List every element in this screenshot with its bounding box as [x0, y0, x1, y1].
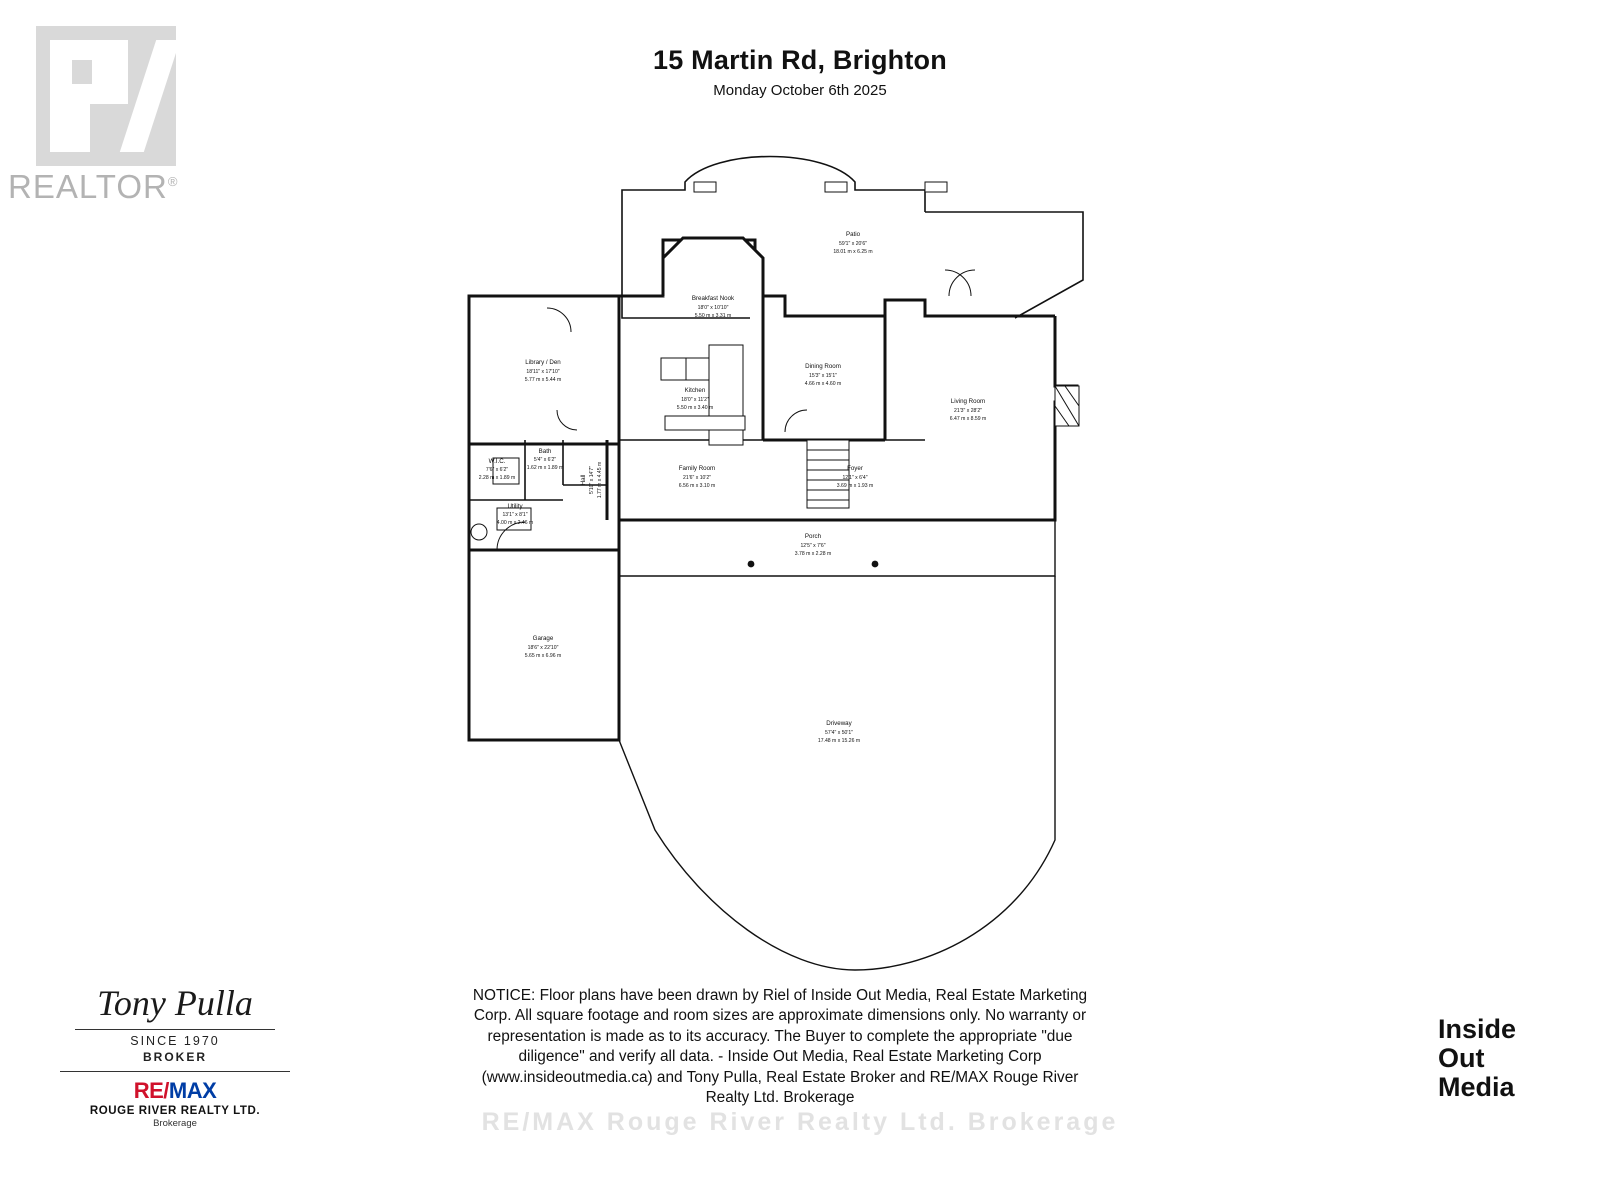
room-dim-m-hall: 1.77 m x 4.45 m	[597, 461, 603, 499]
realtor-trademark: ®	[167, 174, 179, 189]
disclaimer-notice: NOTICE: Floor plans have been drawn by Riel of Inside Out Media, Real Estate Marketing Corp. All square footage and room sizes are approximate dimensions only. No warranty or representation is made as to its accuracy. The Buyer to complete the appropriate "due diligence" and verify all data. - Inside Out Media, Real Estate Marketing Corp (www.insideoutmedia.ca) and Tony Pulla, Real Estate Broker and RE/MAX Rouge River Realty Ltd. Brokerage	[472, 987, 1088, 1107]
room-label-wic: W.I.C.	[488, 458, 506, 465]
room-label-living-room: Living Room	[950, 398, 986, 405]
room-dim-m-patio: 18.01 m x 6.25 m	[833, 249, 873, 255]
room-label-library-den: Library / Den	[525, 359, 561, 366]
room-dim-ft-library-den: 18'11" x 17'10"	[526, 369, 560, 375]
room-label-breakfast-nook: Breakfast Nook	[691, 295, 735, 302]
agent-name: Tony Pulla	[97, 983, 253, 1023]
room-dim-m-foyer: 3.69 m x 1.93 m	[836, 483, 874, 489]
room-dim-ft-family-room: 21'6" x 10'2"	[683, 475, 711, 481]
floor-plan-drawing	[455, 140, 1115, 1000]
room-dim-ft-breakfast-nook: 18'0" x 10'10"	[697, 305, 729, 311]
room-label-garage: Garage	[532, 635, 554, 642]
room-dim-m-driveway: 17.48 m x 15.26 m	[817, 738, 861, 744]
inside-out-media-logo	[1438, 1015, 1516, 1102]
room-label-dining-room: Dining Room	[805, 363, 841, 370]
company-line-2: Out	[1437, 1043, 1485, 1074]
room-label-porch: Porch	[804, 533, 822, 540]
room-dim-ft-wic: 7'6" x 6'2"	[485, 467, 509, 473]
company-line-1: Inside	[1437, 1014, 1516, 1044]
room-dim-ft-porch: 12'5" x 7'6"	[800, 543, 826, 549]
room-label-driveway: Driveway	[826, 720, 852, 727]
room-dim-m-family-room: 6.56 m x 3.10 m	[678, 483, 716, 489]
room-dim-ft-driveway: 57'4" x 50'1"	[825, 730, 853, 736]
room-label-kitchen: Kitchen	[684, 387, 706, 394]
agent-since: SINCE 1970	[130, 1034, 220, 1048]
room-dim-m-breakfast-nook: 5.50 m x 3.31 m	[694, 313, 732, 319]
room-label-foyer: Foyer	[847, 465, 863, 472]
realtor-logo	[8, 26, 208, 211]
room-dim-ft-bath: 5'4" x 6'2"	[533, 457, 557, 463]
room-label-hall: Hall	[580, 474, 587, 486]
room-dim-ft-kitchen: 18'0" x 11'2"	[681, 397, 709, 403]
room-label-bath: Bath	[538, 448, 552, 455]
divider-bottom	[60, 1071, 290, 1072]
plan-date: Monday October 6th 2025	[713, 81, 887, 99]
room-dim-m-library-den: 5.77 m x 5.44 m	[524, 377, 562, 383]
room-dim-ft-foyer: 12'1" x 6'4"	[842, 475, 868, 481]
room-dim-ft-dining-room: 15'3" x 15'1"	[809, 373, 837, 379]
agent-role: BROKER	[142, 1050, 207, 1064]
remax-logo-re: RE/	[133, 1078, 169, 1103]
room-dim-m-wic: 2.28 m x 1.89 m	[478, 475, 516, 481]
room-dim-ft-garage: 18'6" x 22'10"	[527, 645, 559, 651]
page-title: 15 Martin Rd, Brighton	[653, 45, 947, 75]
room-dim-m-kitchen: 5.50 m x 3.40 m	[676, 405, 714, 411]
realtor-r-icon	[36, 26, 176, 166]
remax-logo	[55, 1078, 295, 1104]
room-dim-ft-hall: 5'10" x 14'7"	[589, 466, 595, 494]
room-label-family-room: Family Room	[678, 465, 716, 472]
brokerage-name: ROUGE RIVER REALTY LTD.	[89, 1105, 261, 1117]
room-dim-m-porch: 3.78 m x 2.28 m	[794, 551, 832, 557]
room-label-patio: Patio	[845, 231, 861, 238]
divider-top	[75, 1029, 275, 1030]
room-dim-m-bath: 1.62 m x 1.89 m	[526, 465, 564, 471]
room-dim-m-living-room: 6.47 m x 8.59 m	[949, 416, 987, 422]
room-dim-m-garage: 5.65 m x 6.96 m	[524, 653, 562, 659]
room-label-utility: Utility	[507, 503, 523, 510]
brokerage-subtitle: Brokerage	[153, 1118, 197, 1129]
room-dim-ft-patio: 59'1" x 20'6"	[839, 241, 867, 247]
realtor-wordmark-text: REALTOR	[8, 168, 168, 205]
room-dim-m-dining-room: 4.66 m x 4.60 m	[804, 381, 842, 387]
room-dim-ft-utility: 13'1" x 8'1"	[502, 512, 528, 518]
remax-logo-max: MAX	[168, 1078, 217, 1103]
company-line-3: Media	[1437, 1072, 1515, 1103]
realtor-wordmark	[8, 168, 208, 206]
room-dim-m-utility: 4.00 m x 2.46 m	[496, 520, 534, 526]
plan-header	[0, 46, 1600, 99]
room-dim-ft-living-room: 21'3" x 28'2"	[954, 408, 982, 414]
watermark-text: RE/MAX Rouge River Realty Ltd. Brokerage	[481, 1108, 1119, 1136]
